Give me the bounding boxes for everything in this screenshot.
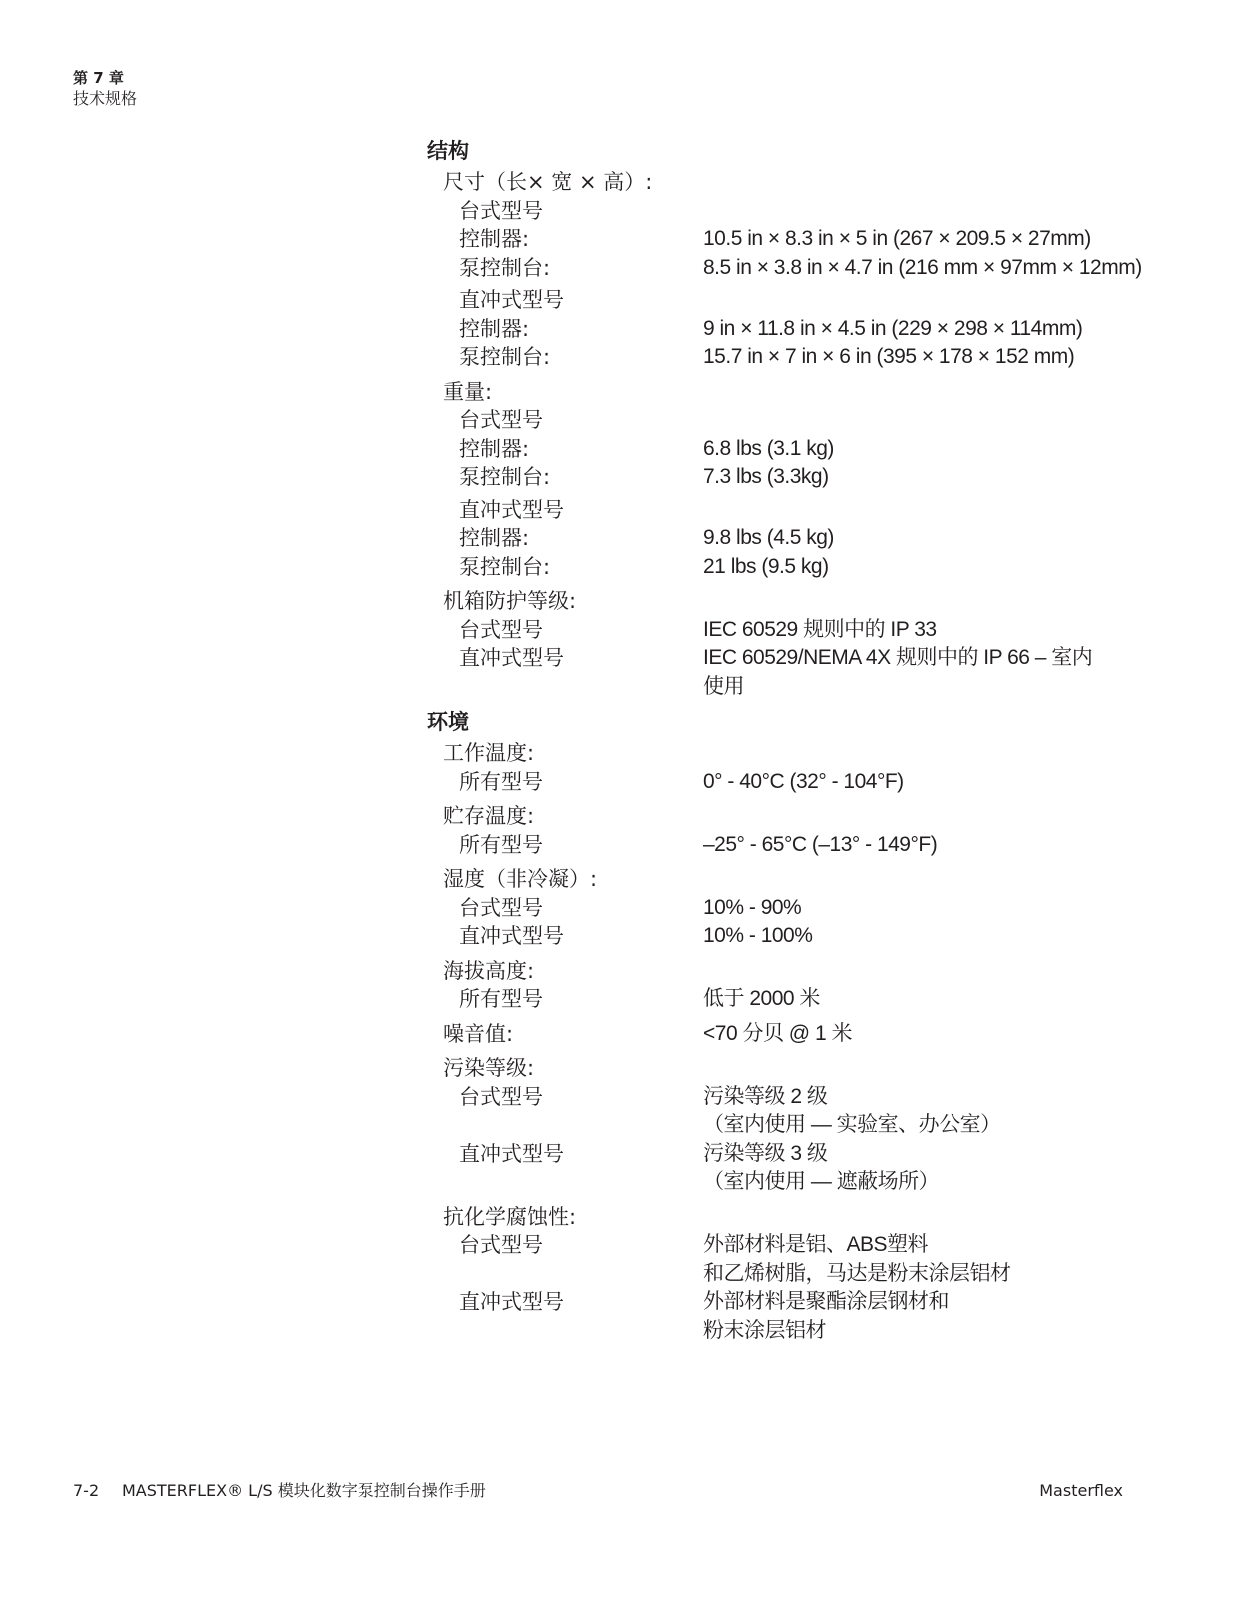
spec-value: [703, 463, 1157, 492]
spec-label: 直冲式型号: [459, 1141, 564, 1166]
spec-value-line: <70 分贝 @ 1 米: [703, 1021, 852, 1045]
spec-value: [703, 1083, 1157, 1140]
spec-label: 控制器:: [459, 526, 530, 550]
spec-value: [703, 553, 1157, 582]
spec-value-line: （室内使用 — 实验室、办公室）: [703, 1113, 1001, 1136]
section-heading: 结构: [427, 139, 469, 163]
spec-value-line: 8.5 in × 3.8 in × 4.7 in (216 mm × 97mm × 12mm): [703, 255, 1142, 279]
spec-label: 直冲式型号: [459, 924, 564, 948]
spec-value: [703, 894, 1157, 923]
spec-row: [427, 524, 1157, 553]
spec-value-line: 和乙烯树脂，马达是粉末涂层铝材: [703, 1261, 1011, 1285]
spec-label: 控制器:: [459, 227, 530, 251]
spec-row: [427, 616, 1157, 645]
spec-value: [703, 922, 1157, 951]
group-label: 抗化学腐蚀性:: [443, 1204, 577, 1229]
spec-value: [703, 768, 1157, 797]
page-footer: [73, 1478, 1123, 1504]
spec-value-line: 10% - 90%: [703, 895, 802, 919]
spec-row: [427, 1288, 1157, 1345]
spec-value-line: IEC 60529/NEMA 4X 规则中的 IP 66 – 室内: [703, 646, 1093, 669]
spec-block: [427, 406, 1157, 492]
spec-label: 泵控制台:: [459, 465, 551, 489]
spec-section: [427, 136, 1157, 701]
spec-value-line: （室内使用 — 遮蔽场所）: [703, 1170, 940, 1193]
group-label: 工作温度:: [443, 741, 535, 765]
spec-value-line: 9 in × 11.8 in × 4.5 in (229 × 298 × 114mm): [703, 316, 1083, 340]
spec-block: [427, 985, 1157, 1014]
group-label: 机箱防护等级:: [443, 589, 577, 613]
spec-block: [427, 496, 1157, 582]
spec-value-line: 0° - 40°C (32° - 104°F): [703, 769, 904, 793]
spec-block: [427, 768, 1157, 797]
spec-value-line: 使用: [703, 674, 744, 698]
spec-value: [703, 435, 1157, 464]
spec-row: [427, 644, 1157, 701]
spec-row: [427, 254, 1157, 283]
spec-value-line: 外部材料是聚酯涂层钢材和: [703, 1290, 949, 1313]
spec-block: [427, 197, 1157, 283]
spec-value-line: 9.8 lbs (4.5 kg): [703, 526, 834, 549]
model-label: 直冲式型号: [459, 288, 564, 312]
spec-row: [427, 225, 1157, 254]
spec-value: [703, 343, 1157, 372]
spec-row: [427, 985, 1157, 1014]
spec-row: [427, 1231, 1157, 1288]
spec-value: [703, 254, 1157, 283]
spec-value-line: 10.5 in × 8.3 in × 5 in (267 × 209.5 × 27mm): [703, 227, 1091, 250]
spec-label: 台式型号: [459, 1084, 543, 1109]
spec-block: [427, 1231, 1157, 1345]
spec-label: 所有型号: [459, 987, 543, 1011]
spec-value-line: –25° - 65°C (–13° - 149°F): [703, 832, 938, 856]
spec-row: [427, 768, 1157, 797]
spec-row: [427, 1083, 1157, 1140]
spec-value-line: IEC 60529 规则中的 IP 33: [703, 617, 937, 641]
spec-group: [427, 168, 1157, 372]
spec-label: 泵控制台:: [459, 255, 551, 280]
spec-label: 直冲式型号: [459, 1290, 564, 1314]
group-label: 污染等级:: [443, 1056, 535, 1080]
spec-row: [427, 922, 1157, 951]
spec-value: [703, 1140, 1157, 1197]
spec-label: 所有型号: [459, 769, 543, 794]
manual-title: MASTERFLEX® L/S 模块化数字泵控制台操作手册: [122, 1481, 486, 1500]
spec-row: [427, 1020, 1157, 1049]
spec-value: [703, 616, 1157, 645]
spec-value: [703, 831, 1157, 860]
spec-group: [427, 957, 1157, 1014]
group-label: 海拔高度:: [443, 958, 535, 983]
spec-value-line: 21 lbs (9.5 kg): [703, 554, 829, 578]
chapter-title: 技术规格: [73, 89, 138, 108]
spec-value-line: 10% - 100%: [703, 924, 813, 947]
spec-content: [427, 136, 1157, 1351]
spec-label: 控制器:: [459, 436, 530, 461]
spec-label: 台式型号: [459, 617, 543, 642]
model-label: 台式型号: [459, 408, 543, 432]
spec-label: 控制器:: [459, 316, 530, 341]
spec-label: 台式型号: [459, 895, 543, 920]
spec-value-line: 7.3 lbs (3.3kg): [703, 465, 829, 488]
group-label: 重量:: [443, 379, 493, 404]
spec-block: [427, 1020, 1157, 1049]
spec-value: [703, 524, 1157, 553]
spec-group: [427, 865, 1157, 951]
spec-group: [427, 802, 1157, 859]
group-label: 湿度（非冷凝）:: [443, 867, 598, 891]
spec-value-line: 6.8 lbs (3.1 kg): [703, 436, 834, 460]
spec-block: [427, 894, 1157, 951]
group-label: 尺寸（长× 宽 × 高）:: [443, 170, 653, 194]
spec-group: [427, 1203, 1157, 1346]
spec-row: [427, 435, 1157, 464]
spec-value-line: 低于 2000 米: [703, 987, 820, 1010]
spec-row: [427, 553, 1157, 582]
spec-block: [427, 616, 1157, 702]
spec-label: 泵控制台:: [459, 554, 551, 579]
spec-value-line: 污染等级 2 级: [703, 1084, 828, 1108]
spec-label: 台式型号: [459, 1233, 543, 1257]
spec-section: [427, 707, 1157, 1345]
group-label: 贮存温度:: [443, 804, 535, 828]
spec-group: [427, 739, 1157, 796]
spec-value-line: 污染等级 3 级: [703, 1141, 828, 1165]
spec-row: [427, 463, 1157, 492]
spec-row: [427, 343, 1157, 372]
spec-value-line: 外部材料是铝、ABS塑料: [703, 1233, 929, 1256]
spec-label: 噪音值:: [443, 1021, 514, 1046]
spec-group: [427, 1054, 1157, 1197]
spec-row: [427, 831, 1157, 860]
section-heading: 环境: [427, 710, 469, 734]
spec-label: 所有型号: [459, 832, 543, 857]
spec-value: [703, 1020, 1157, 1049]
spec-label: 直冲式型号: [459, 646, 564, 670]
page-number: 7-2: [73, 1481, 100, 1500]
spec-group: [427, 587, 1157, 701]
spec-row: [427, 315, 1157, 344]
model-label: 台式型号: [459, 198, 543, 223]
chapter-header: [73, 68, 137, 110]
spec-block: [427, 1083, 1157, 1197]
spec-block: [427, 286, 1157, 372]
spec-label: 泵控制台:: [459, 345, 551, 369]
spec-block: [427, 831, 1157, 860]
brand-name: Masterflex: [1039, 1481, 1123, 1500]
spec-group: [427, 1020, 1157, 1049]
spec-value: [703, 1231, 1157, 1288]
spec-value: [703, 644, 1157, 701]
chapter-label: 第 7 章: [73, 69, 124, 87]
spec-value-line: 15.7 in × 7 in × 6 in (395 × 178 × 152 mm): [703, 345, 1075, 368]
spec-group: [427, 378, 1157, 582]
spec-row: [427, 1140, 1157, 1197]
model-label: 直冲式型号: [459, 497, 564, 522]
spec-value: [703, 1288, 1157, 1345]
spec-value-line: 粉末涂层铝材: [703, 1318, 826, 1342]
spec-value: [703, 315, 1157, 344]
spec-value: [703, 985, 1157, 1014]
spec-value: [703, 225, 1157, 254]
spec-row: [427, 894, 1157, 923]
